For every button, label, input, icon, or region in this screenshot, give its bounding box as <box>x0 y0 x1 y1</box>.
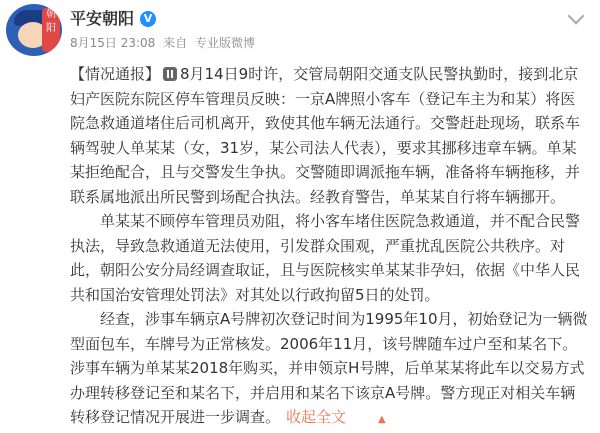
paragraph-1 <box>70 62 590 209</box>
avatar-badge: 朝阳 <box>42 8 60 52</box>
report-tag: 【情况通报】 <box>70 65 161 83</box>
author-name-text[interactable]: 平安朝阳 <box>70 9 135 28</box>
post-source: 专业版微博 <box>194 36 255 50</box>
collapse-link[interactable] <box>286 408 386 426</box>
verified-icon: V <box>140 11 156 27</box>
post-body <box>70 62 590 433</box>
chevron-up-icon[interactable]: ▲ <box>378 414 386 425</box>
post-meta <box>70 34 259 51</box>
paragraph-3-text: 经查，涉事车辆京A号牌初次登记时间为1995年10月，初始登记为一辆微型面包车，车牌号为正常核发。2006年11月，该号牌随车过户至和某名下。涉事车辆为单某某2018年购买，并申领京H号牌，后单某某将此车以交易方式办理转移登记至和某名下，并启用和某名下该京A号牌。警方现正对相关车辆转移登记情况开展进一步调查。 <box>70 310 588 426</box>
collapse-label[interactable]: 收起全文 <box>286 408 347 426</box>
paragraph-2 <box>70 209 590 307</box>
chevron-down-icon[interactable] <box>568 8 585 25</box>
post-date[interactable]: 8月15日 23:08 <box>70 36 156 50</box>
source-prefix: 来自 <box>163 36 188 50</box>
author-name[interactable] <box>70 6 156 29</box>
notice-icon <box>163 67 177 81</box>
paragraph-1-text: 8月14日9时许，交管局朝阳交通支队民警执勤时，接到北京妇产医院东院区停车管理员反映：一京A牌照小客车（登记车主为和某）将医院急救通道堵住后司机离开，致使其他车辆无法通行。交警赶赴现场，联系车辆驾驶人单某某（女，31岁，某公司法人代表），要求其挪移违章车辆。单某某拒绝配合，且与交警发生争执。交警随即调派拖车辆，准备将车辆拖移，并联系属地派出所民警到场配合执法。经教育警告，单某某自行将车辆挪开。 <box>70 65 581 206</box>
paragraph-2-text: 单某某不顾停车管理员劝阻，将小客车堵住医院急救通道，并不配合民警执法，导致急救通道无法使用，引发群众围观，严重扰乱医院公共秩序。对此，朝阳公安分局经调查取证，且与医院核实单某某非孕妇，依据《中华人民共和国治安管理处罚法》对其处以行政拘留5日的处罚。 <box>70 212 581 304</box>
avatar[interactable] <box>6 4 62 56</box>
paragraph-3 <box>70 307 590 433</box>
